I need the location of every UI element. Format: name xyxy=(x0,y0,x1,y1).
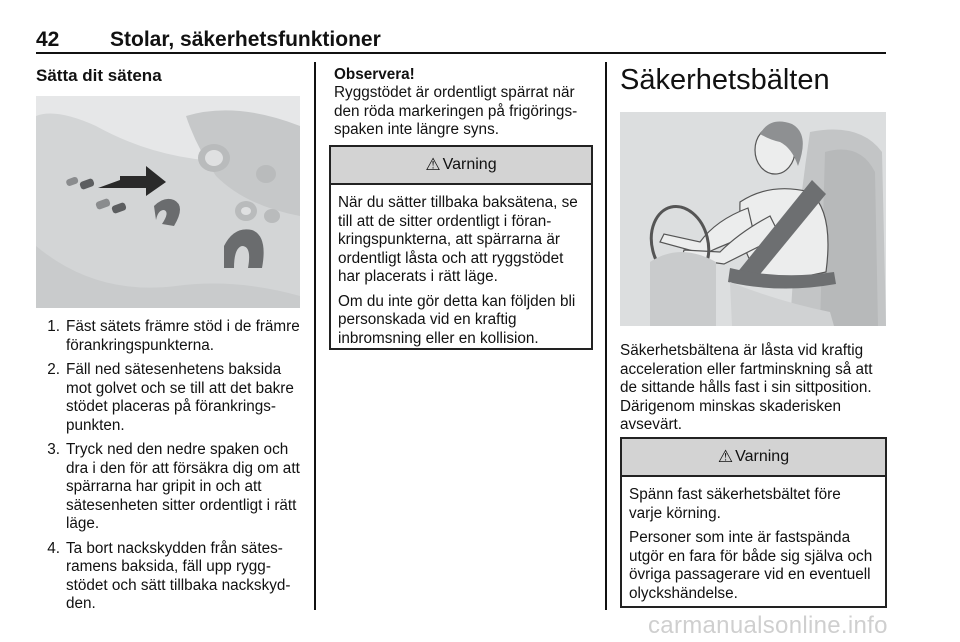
warning-title: Varning xyxy=(442,156,497,173)
warning-box-seats xyxy=(329,145,593,350)
warning-header xyxy=(622,439,885,477)
warning-paragraph: Personer som inte är fastspända utgör en fara för både sig själva och övriga passagerare vid en eventuell olyckshändelse. xyxy=(629,529,873,602)
watermark: carmanualsonline.info xyxy=(648,612,888,639)
list-item xyxy=(36,318,300,355)
warning-paragraph: Om du inte gör detta kan följden bli personskada vid en kraftig inbromsning eller en kollision. xyxy=(338,292,576,347)
right-section-title: Säkerhetsbälten xyxy=(620,64,830,96)
warning-paragraph: När du sätter tillbaka baksätena, se till att de sitter ordentligt i föran-kringspunkterna, att spärrarna är ordentligt låsta och att ryggstödet har placerats i rätt läge. xyxy=(338,194,578,285)
header-rule xyxy=(36,52,886,54)
left-section-title: Sätta dit sätena xyxy=(36,66,162,85)
warning-paragraph: Spänn fast säkerhetsbältet före varje körning. xyxy=(629,486,841,522)
seatbelt-description: Säkerhetsbältena är låsta vid kraftig acceleration eller fartminskning så att de sittande hålls fast i sin sittposition. Därigenom minskas skaderisken avsevärt. xyxy=(620,342,873,433)
column-divider-right xyxy=(605,62,607,610)
seatbelt-illustration xyxy=(620,112,886,326)
warning-header xyxy=(331,147,591,185)
step-number: 1. xyxy=(47,318,60,335)
list-item xyxy=(36,441,300,534)
list-item xyxy=(36,540,300,614)
step-text: Fäst sätets främre stöd i de främre förankringspunkterna. xyxy=(66,318,300,354)
step-text: Fäll ned sätesenhetens baksida mot golvet och se till att det bakre stödet placeras på förankrings-punkten. xyxy=(66,361,294,434)
section-title: Stolar, säkerhetsfunktioner xyxy=(110,28,381,51)
step-number: 4. xyxy=(47,539,60,557)
note-title: Observera! xyxy=(334,66,415,83)
note-text: Ryggstödet är ordentligt spärrat när den röda markeringen på frigörings-spaken inte längre syns. xyxy=(334,84,578,138)
step-text: Ta bort nackskydden från sätes-ramens baksida, fäll upp rygg-stödet och sätt tillbaka nackskyd-den. xyxy=(66,539,291,612)
page-number: 42 xyxy=(36,28,60,51)
step-text: Tryck ned den nedre spaken och dra i den för att försäkra dig om att spärrarna har gripit in och att sätesenheten sitter ordentligt i rätt läge. xyxy=(66,441,300,532)
seat-anchor-illustration xyxy=(36,96,300,308)
installation-steps xyxy=(36,318,300,620)
warning-title: Varning xyxy=(735,448,790,465)
warning-triangle-icon: ⚠ xyxy=(717,447,734,466)
column-divider-left xyxy=(314,62,316,610)
step-number: 3. xyxy=(47,441,60,458)
warning-box-seatbelts xyxy=(620,437,887,608)
warning-triangle-icon: ⚠ xyxy=(425,155,441,174)
step-number: 2. xyxy=(47,361,60,378)
list-item xyxy=(36,361,300,435)
